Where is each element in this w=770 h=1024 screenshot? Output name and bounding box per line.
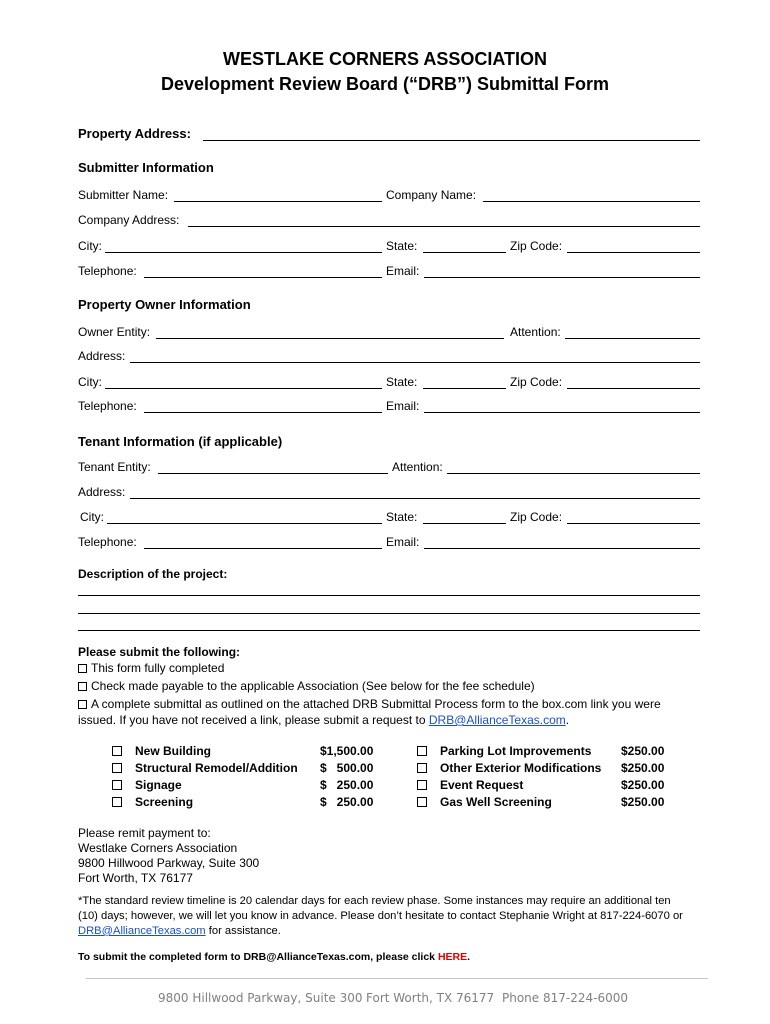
- checkbox-icon[interactable]: [417, 746, 427, 756]
- fee-item-name: Other Exterior Modifications: [440, 761, 602, 775]
- checkbox-icon[interactable]: [112, 797, 122, 807]
- company-name-field[interactable]: [483, 201, 700, 202]
- submitter-zip-label: Zip Code:: [510, 239, 563, 253]
- fee-item-amount: $250.00: [621, 795, 665, 809]
- submitter-city-label: City:: [78, 239, 102, 253]
- owner-email-label: Email:: [386, 399, 420, 413]
- owner-telephone-label: Telephone:: [78, 399, 137, 413]
- owner-zip-field[interactable]: [567, 388, 700, 389]
- remit-name: Westlake Corners Association: [78, 841, 238, 855]
- fee-item-name: Signage: [135, 778, 182, 792]
- tenant-city-field[interactable]: [107, 523, 382, 524]
- checkbox-icon[interactable]: [112, 780, 122, 790]
- description-label: Description of the project:: [78, 567, 228, 581]
- footer-city: Fort Worth, TX 76177: [366, 991, 495, 1005]
- checkbox-icon[interactable]: [112, 763, 122, 773]
- owner-state-field[interactable]: [423, 388, 506, 389]
- footer-phone: Phone 817-224-6000: [502, 991, 628, 1005]
- checkbox-icon[interactable]: [78, 682, 87, 691]
- here-link[interactable]: HERE: [437, 951, 468, 963]
- submit-item-2: Check made payable to the applicable Association (See below for the fee schedule): [78, 679, 535, 693]
- submitter-email-field[interactable]: [424, 277, 700, 278]
- tenant-zip-label: Zip Code:: [510, 510, 563, 524]
- fee-item-name: Parking Lot Improvements: [440, 744, 592, 758]
- description-line-3[interactable]: [78, 630, 700, 631]
- page-title: WESTLAKE CORNERS ASSOCIATION: [222, 49, 547, 69]
- owner-city-field[interactable]: [105, 388, 382, 389]
- fee-item-amount: $250.00: [621, 761, 665, 775]
- form-subtitle: Development Review Board (“DRB”) Submittal Form: [160, 74, 610, 94]
- property-address-field[interactable]: [203, 140, 700, 141]
- submitter-state-field[interactable]: [423, 252, 506, 253]
- tenant-email-field[interactable]: [424, 548, 700, 549]
- fee-item-name: New Building: [135, 744, 211, 758]
- submitter-name-label: Submitter Name:: [78, 188, 169, 202]
- fee-item-name: Structural Remodel/Addition: [135, 761, 298, 775]
- tenant-attention-field[interactable]: [447, 473, 700, 474]
- submitter-city-field[interactable]: [105, 252, 382, 253]
- tenant-entity-field[interactable]: [158, 473, 388, 474]
- checkbox-icon[interactable]: [417, 780, 427, 790]
- footer-address: 9800 Hillwood Parkway, Suite 300: [158, 991, 363, 1005]
- remit-address: 9800 Hillwood Parkway, Suite 300: [78, 856, 260, 870]
- company-address-field[interactable]: [188, 226, 700, 227]
- submit-item-3: A complete submittal as outlined on the attached DRB Submittal Process form to the box.com link you were: [78, 697, 661, 711]
- tenant-entity-label: Tenant Entity:: [78, 460, 151, 474]
- timeline-note-line-1: *The standard review timeline is 20 calendar days for each review phase. Some instances may require an additional ten: [78, 895, 671, 907]
- fee-item-name: Screening: [135, 795, 194, 809]
- checkbox-icon[interactable]: [112, 746, 122, 756]
- owner-heading: Property Owner Information: [78, 297, 251, 312]
- checkbox-icon[interactable]: [417, 763, 427, 773]
- tenant-city-label: City:: [80, 510, 104, 524]
- tenant-telephone-label: Telephone:: [78, 535, 137, 549]
- submitter-telephone-label: Telephone:: [78, 264, 137, 278]
- drb-email-link[interactable]: DRB@AllianceTexas.com: [78, 925, 206, 937]
- owner-email-field[interactable]: [424, 412, 700, 413]
- submitter-telephone-field[interactable]: [144, 277, 382, 278]
- checkbox-icon[interactable]: [417, 797, 427, 807]
- fee-item-amount: $ 250.00: [320, 795, 374, 809]
- owner-telephone-field[interactable]: [144, 412, 382, 413]
- fee-item-name: Gas Well Screening: [440, 795, 552, 809]
- remit-city: Fort Worth, TX 76177: [78, 871, 193, 885]
- submit-instructions: To submit the completed form to DRB@AllianceTexas.com, please click HERE.: [78, 951, 471, 963]
- description-line-2[interactable]: [78, 613, 700, 614]
- property-address-label: Property Address:: [78, 126, 191, 141]
- description-line-1[interactable]: [78, 595, 700, 596]
- submit-item-1: This form fully completed: [78, 661, 224, 675]
- timeline-note-line-2: (10) days; however, we will let you know in advance. Please don’t hesitate to contact Stephanie Wright at 817-224-6070 or: [78, 910, 683, 922]
- fee-item-amount: $250.00: [621, 778, 665, 792]
- owner-attention-field[interactable]: [565, 338, 700, 339]
- fee-item-amount: $ 250.00: [320, 778, 374, 792]
- submitter-name-field[interactable]: [174, 201, 382, 202]
- submit-item-3-cont: issued. If you have not received a link, please submit a request to DRB@AllianceTexas.com.: [78, 713, 570, 727]
- checkbox-icon[interactable]: [78, 664, 87, 673]
- tenant-address-label: Address:: [78, 485, 126, 499]
- timeline-note-line-3: DRB@AllianceTexas.com for assistance.: [78, 925, 281, 937]
- footer-divider: [86, 978, 708, 979]
- tenant-state-label: State:: [386, 510, 418, 524]
- submitter-zip-field[interactable]: [567, 252, 700, 253]
- remit-heading: Please remit payment to:: [78, 826, 211, 840]
- fee-item-name: Event Request: [440, 778, 524, 792]
- owner-address-field[interactable]: [130, 362, 700, 363]
- fee-item-amount: $1,500.00: [320, 744, 374, 758]
- submitter-heading: Submitter Information: [78, 160, 214, 175]
- owner-entity-field[interactable]: [156, 338, 504, 339]
- tenant-zip-field[interactable]: [567, 523, 700, 524]
- tenant-attention-label: Attention:: [392, 460, 443, 474]
- owner-city-label: City:: [78, 375, 102, 389]
- owner-attention-label: Attention:: [510, 325, 561, 339]
- drb-email-link[interactable]: DRB@AllianceTexas.com: [428, 713, 566, 727]
- owner-zip-label: Zip Code:: [510, 375, 563, 389]
- submitter-state-label: State:: [386, 239, 418, 253]
- fee-item-amount: $ 500.00: [320, 761, 374, 775]
- checkbox-icon[interactable]: [78, 700, 87, 709]
- tenant-telephone-field[interactable]: [144, 548, 382, 549]
- company-address-label: Company Address:: [78, 213, 180, 227]
- fee-item-amount: $250.00: [621, 744, 665, 758]
- submit-heading: Please submit the following:: [78, 645, 241, 659]
- company-name-label: Company Name:: [386, 188, 477, 202]
- owner-entity-label: Owner Entity:: [78, 325, 151, 339]
- tenant-address-field[interactable]: [130, 498, 700, 499]
- tenant-heading: Tenant Information (if applicable): [78, 434, 283, 449]
- tenant-state-field[interactable]: [423, 523, 506, 524]
- owner-address-label: Address:: [78, 349, 126, 363]
- tenant-email-label: Email:: [386, 535, 420, 549]
- owner-state-label: State:: [386, 375, 418, 389]
- submitter-email-label: Email:: [386, 264, 420, 278]
